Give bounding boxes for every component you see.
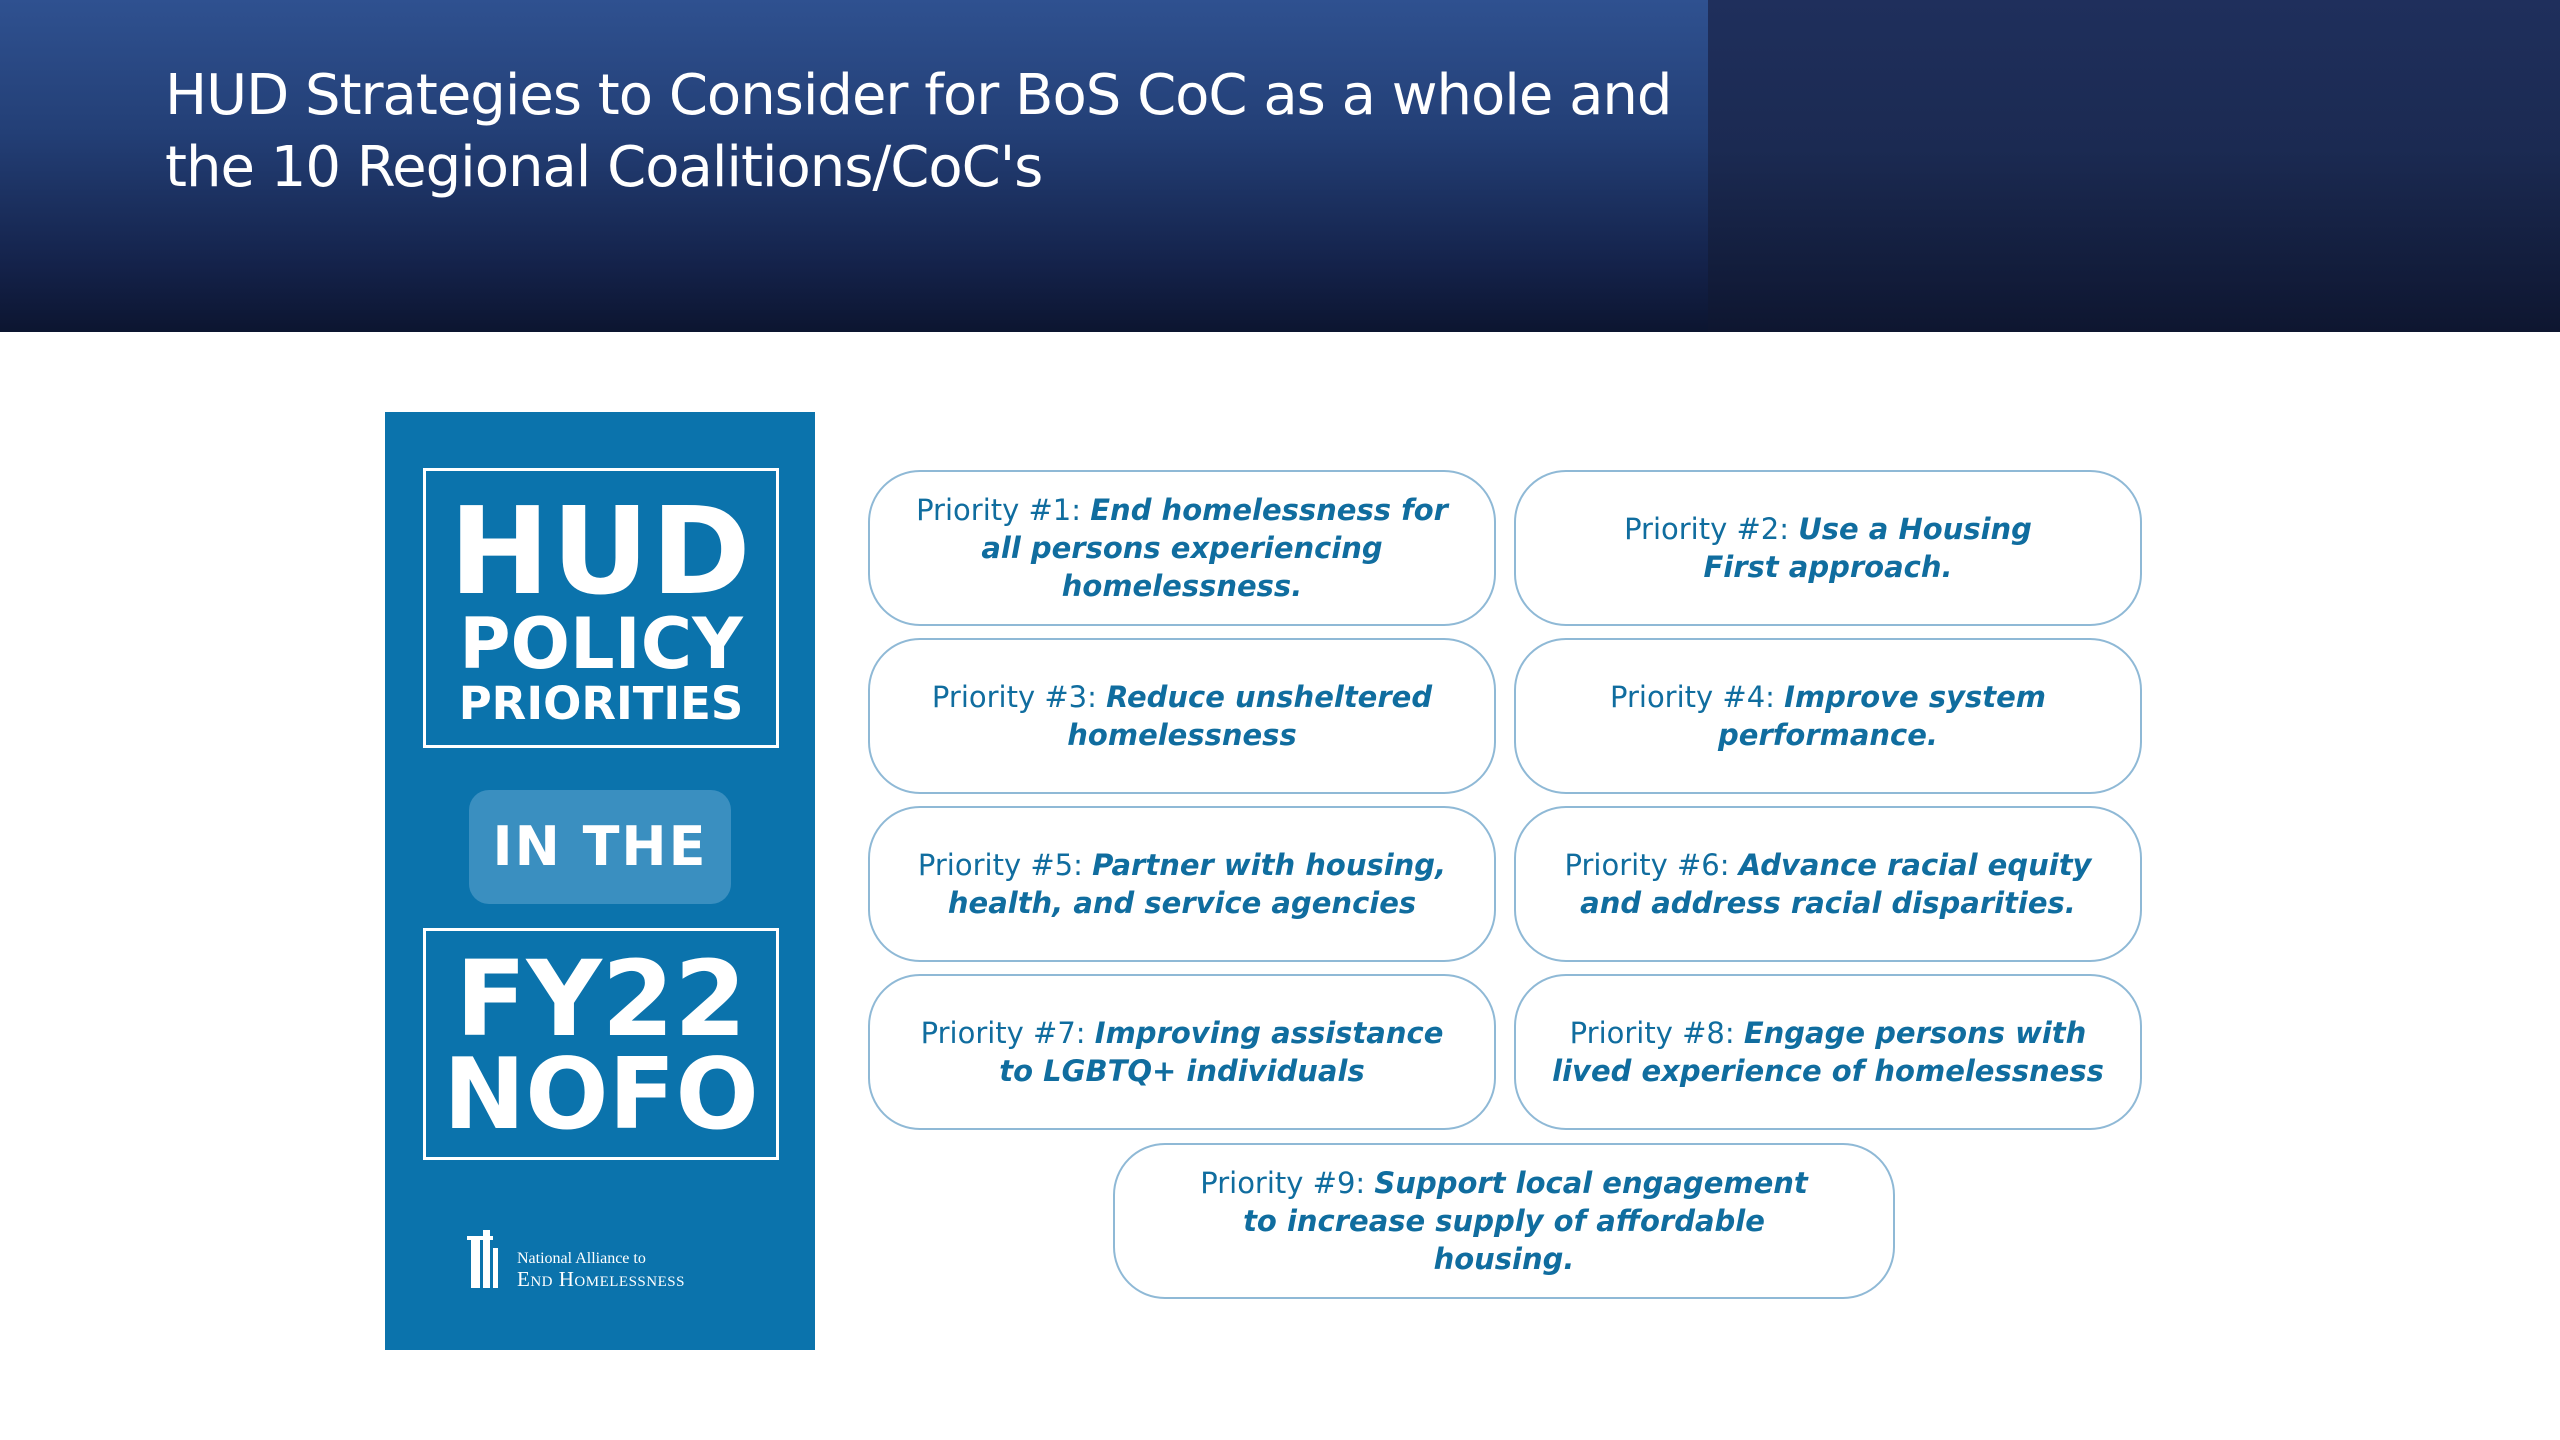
priority-4-desc: Improve system performance. (1718, 680, 2046, 752)
priority-2-pill (1514, 470, 2142, 626)
priority-3-desc: Reduce unsheltered homelessness (1067, 680, 1433, 752)
priority-2-label: Priority #2: (1624, 512, 1790, 546)
priority-4-label: Priority #4: (1609, 680, 1775, 714)
priority-8-pill (1514, 974, 2142, 1130)
priority-7-pill (868, 974, 1496, 1130)
priority-1-desc: End homelessness for all persons experiencing homelessness. (981, 493, 1448, 603)
priority-5-label: Priority #5: (917, 848, 1083, 882)
priority-6-pill (1514, 806, 2142, 962)
priorities-word: PRIORITIES (458, 677, 744, 730)
slide-title-line2: the 10 Regional Coalitions/CoC's (165, 135, 1043, 200)
priority-3-pill (868, 638, 1496, 794)
priority-5-desc: Partner with housing, health, and service agencies (947, 848, 1447, 920)
slide-title-line1: HUD Strategies to Consider for BoS CoC as a whole and (165, 63, 1672, 128)
fy22-nofo-box (423, 928, 779, 1160)
hud-policy-panel (385, 412, 815, 1350)
priority-9-desc: Support local engagement to increase supply of affordable housing. (1243, 1166, 1808, 1276)
priority-5-pill (868, 806, 1496, 962)
priority-1-label: Priority #1: (916, 493, 1082, 527)
building-columns-icon (467, 1226, 511, 1290)
hud-policy-box (423, 468, 779, 748)
priority-9-pill (1113, 1143, 1895, 1299)
priority-9-label: Priority #9: (1200, 1166, 1366, 1200)
slide-title (165, 60, 1685, 204)
header-band (0, 0, 2560, 332)
priority-7-desc: Improving assistance to LGBTQ+ individuals (999, 1016, 1444, 1088)
priority-2-desc: Use a Housing First approach. (1703, 512, 2032, 584)
hud-word: HUD (449, 483, 753, 622)
priority-6-desc: Advance racial equity and address racial disparities. (1580, 848, 2092, 920)
priority-4-pill (1514, 638, 2142, 794)
priority-8-label: Priority #8: (1569, 1016, 1735, 1050)
nae-logo (467, 1222, 747, 1302)
fy22-word: FY22 (455, 938, 747, 1060)
nofo-word: NOFO (443, 1038, 759, 1152)
priority-1-pill (868, 470, 1496, 626)
logo-text-line2: End Homelessness (517, 1267, 685, 1291)
in-the-badge: IN THE (469, 790, 731, 904)
priority-7-label: Priority #7: (920, 1016, 1086, 1050)
policy-word: POLICY (459, 603, 743, 685)
logo-text-line1: National Alliance to (517, 1250, 646, 1267)
priority-8-desc: Engage persons with lived experience of homelessness (1552, 1016, 2104, 1088)
priority-6-label: Priority #6: (1564, 848, 1730, 882)
priority-3-label: Priority #3: (931, 680, 1097, 714)
